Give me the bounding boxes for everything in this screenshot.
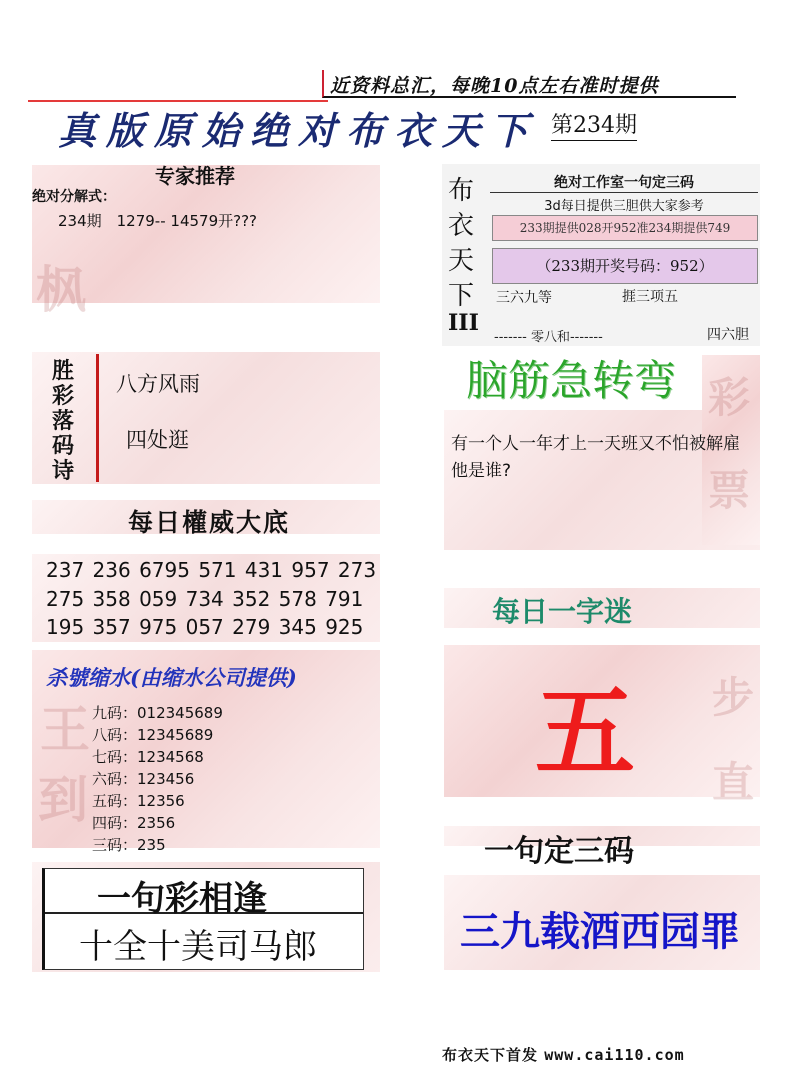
daily-number-row: 237 236 6795 571 431 957 273 [46, 558, 377, 582]
poem-label-char: 彩 [52, 384, 75, 409]
brain-teaser-title: 脑筋急转弯 [466, 356, 677, 405]
vertical-title-char: 布 [448, 176, 475, 206]
poem-label-char: 诗 [52, 459, 75, 484]
vertical-title-char: III [448, 310, 479, 336]
vertical-title-char: 天 [448, 246, 475, 276]
poem-label-box [38, 354, 99, 482]
watermark-right-4: 直 [712, 758, 755, 807]
top-banner [322, 70, 736, 98]
kill-code-row: 三码：235 [92, 836, 166, 854]
kill-code-row: 五码：12356 [92, 792, 185, 810]
char-riddle-character: 五 [535, 674, 635, 791]
poem-label-char: 落 [52, 409, 75, 434]
three-code-history-bar: 233期提供028开952准234期提供749 [492, 215, 758, 241]
one-sentence-title: 一句定三码 [484, 834, 634, 869]
poem-label-char: 胜 [52, 359, 75, 384]
poem-line-1: 八方风雨 [116, 372, 200, 396]
watermark-right-1: 彩 [708, 373, 751, 422]
tag-46: 四六胆 [707, 327, 749, 343]
daily-title: 每日權威大底 [128, 508, 291, 537]
kill-code-row: 八码：12345689 [92, 726, 214, 744]
daily-number-row: 275 358 059 734 352 578 791 [46, 587, 364, 611]
watermark-right-2: 票 [708, 466, 751, 515]
poem-label-char: 码 [52, 434, 75, 459]
one-sentence-text: 三九载酒西园罪 [460, 909, 740, 955]
kill-code-row: 九码：012345689 [92, 704, 223, 722]
caixiang-line-1: 一句彩相逢 [97, 879, 267, 919]
footer-label: 布衣天下首发 [442, 1046, 539, 1064]
issue-number: 第234期 [551, 108, 637, 141]
char-riddle-title: 每日一字迷 [492, 595, 633, 628]
tag-top5: 捱三项五 [622, 289, 678, 305]
expert-title: 专家推荐 [155, 164, 235, 188]
watermark-left-1: 枫 [36, 260, 86, 319]
watermark-right-3: 步 [712, 673, 755, 722]
three-code-title: 绝对工作室一句定三码 [490, 172, 758, 193]
formula-label: 绝对分解式： [32, 189, 116, 205]
tag-369: 三六九等 [496, 290, 552, 306]
daily-number-row: 195 357 975 057 279 345 925 [46, 615, 364, 639]
draw-result-bar: （233期开奖号码：952） [492, 248, 758, 284]
poem-line-2: 四处逛 [126, 428, 189, 452]
watermark-left-2: 王 [40, 700, 90, 759]
main-title: 真版原始绝对布衣天下 [58, 108, 539, 153]
caixiang-line-2: 十全十美司马郎 [79, 927, 317, 967]
three-code-subtitle: 3d每日提供三胆供大家参考 [544, 199, 704, 214]
one-sentence-title-box [484, 826, 694, 869]
watermark-left-3: 到 [38, 770, 88, 829]
kill-code-row: 四码：2356 [92, 814, 176, 832]
top-banner-text: 近资料总汇，每晚10点左右准时提供 [330, 75, 659, 97]
kill-code-row: 七码：1234568 [92, 748, 204, 766]
vertical-title-char: 衣 [448, 211, 475, 241]
kill-code-row: 六码：123456 [92, 770, 195, 788]
kill-title: 杀號缩水(由缩水公司提供) [46, 665, 297, 690]
zero-eight-line: ------- 零八和------- [494, 330, 603, 345]
formula-text: 234期 1279-- 14579开??? [58, 212, 257, 230]
footer [442, 1044, 685, 1065]
vertical-title-char: 下 [448, 281, 475, 311]
caixiang-box [42, 868, 364, 970]
brain-teaser-question: 有一个人一年才上一天班又不怕被解雇他是谁? [451, 434, 740, 481]
footer-site-link[interactable]: www.cai110.com [544, 1046, 685, 1064]
